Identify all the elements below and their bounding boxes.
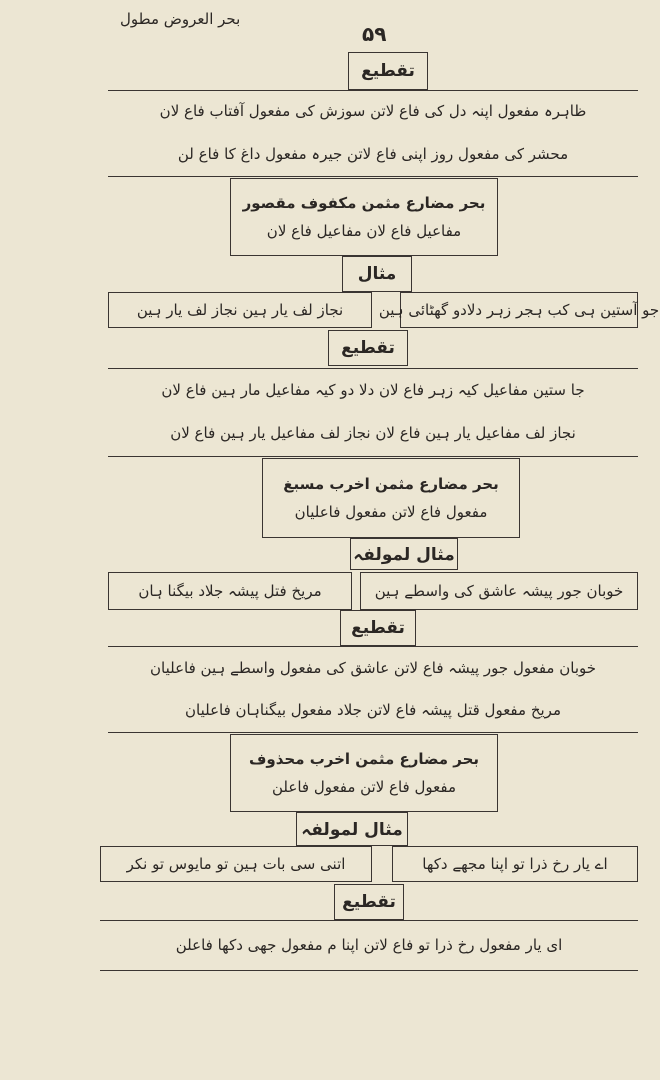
rule-line bbox=[108, 646, 638, 647]
scansion-line: جا ستین مفاعیل کیہ زہر فاع لان دلا دو کیہ مفاعیل مار ہین فاع لان bbox=[161, 381, 585, 399]
scansion-line: خوبان مفعول جور پیشہ فاع لاتن عاشق کی مفعول واسطے ہین فاعلیان bbox=[149, 659, 597, 677]
meter-arkan: مفاعیل فاع لان مفاعیل فاع لان bbox=[266, 222, 462, 240]
meter-box bbox=[230, 734, 498, 812]
rule-line bbox=[100, 920, 638, 921]
rule-line bbox=[108, 176, 638, 177]
scansion-line: ای یار مفعول رخ ذرا تو فاع لاتن اپنا م مفعول جھی دکھا فاعلن bbox=[175, 936, 563, 954]
rule-line bbox=[108, 732, 638, 733]
rule-line bbox=[108, 456, 638, 457]
scansion-line: نجاز لف مفاعیل یار ہین فاع لان نجاز لف مفاعیل یار ہین فاع لان bbox=[170, 424, 576, 442]
mithal-heading: مثال لمولفہ bbox=[350, 538, 458, 570]
taqti-heading: تقطیع bbox=[328, 330, 408, 366]
meter-title: بحر مضارع مثمن اخرب محذوف bbox=[248, 750, 480, 768]
scansion-line: محشر کی مفعول روز اپنی فاع لاتن جیرہ مفعول داغ کا فاع لن bbox=[177, 145, 569, 163]
verse-left: اتنی سی بات ہین تو مایوس تو نکر bbox=[100, 846, 372, 882]
verse-left: مریخ فتل پیشہ جلاد بیگنا ہان bbox=[108, 572, 352, 610]
mithal-heading: مثال لمولفہ bbox=[296, 812, 408, 846]
verse-left: نجاز لف یار ہین نجاز لف یار ہین bbox=[108, 292, 372, 328]
page-number: ۵۹ bbox=[362, 22, 387, 46]
running-header: بحر العروض مطول bbox=[120, 10, 241, 28]
verse-right: اے یار رخ ذرا تو اپنا مجھے دکھا bbox=[392, 846, 638, 882]
rule-line bbox=[108, 368, 638, 369]
verse-right: جو آستین ہی کب ہجر زہر دلادو گھٹائی ہین bbox=[400, 292, 638, 328]
rule-line bbox=[100, 970, 638, 971]
meter-title: بحر مضارع مثمن اخرب مسبغ bbox=[283, 475, 499, 493]
taqti-heading: تقطیع bbox=[334, 884, 404, 920]
taqti-heading: تقطیع bbox=[340, 610, 416, 646]
meter-box bbox=[262, 458, 520, 538]
mithal-heading: مثال bbox=[342, 256, 412, 292]
meter-arkan: مفعول فاع لاتن مفعول فاعلن bbox=[272, 778, 456, 796]
verse-right: خوبان جور پیشہ عاشق کی واسطے ہین bbox=[360, 572, 638, 610]
taqti-heading: تقطیع bbox=[348, 52, 428, 90]
scansion-line: مریخ مفعول قتل پیشہ فاع لاتن جلاد مفعول بیگناہان فاعلیان bbox=[185, 701, 561, 719]
meter-title: بحر مضارع مثمن مکفوف مقصور bbox=[242, 194, 486, 212]
meter-arkan: مفعول فاع لاتن مفعول فاعلیان bbox=[294, 503, 488, 521]
scansion-line: ظاہرہ مفعول اپنہ دل کی فاع لاتن سوزش کی مفعول آفتاب فاع لان bbox=[159, 102, 587, 120]
meter-box bbox=[230, 178, 498, 256]
